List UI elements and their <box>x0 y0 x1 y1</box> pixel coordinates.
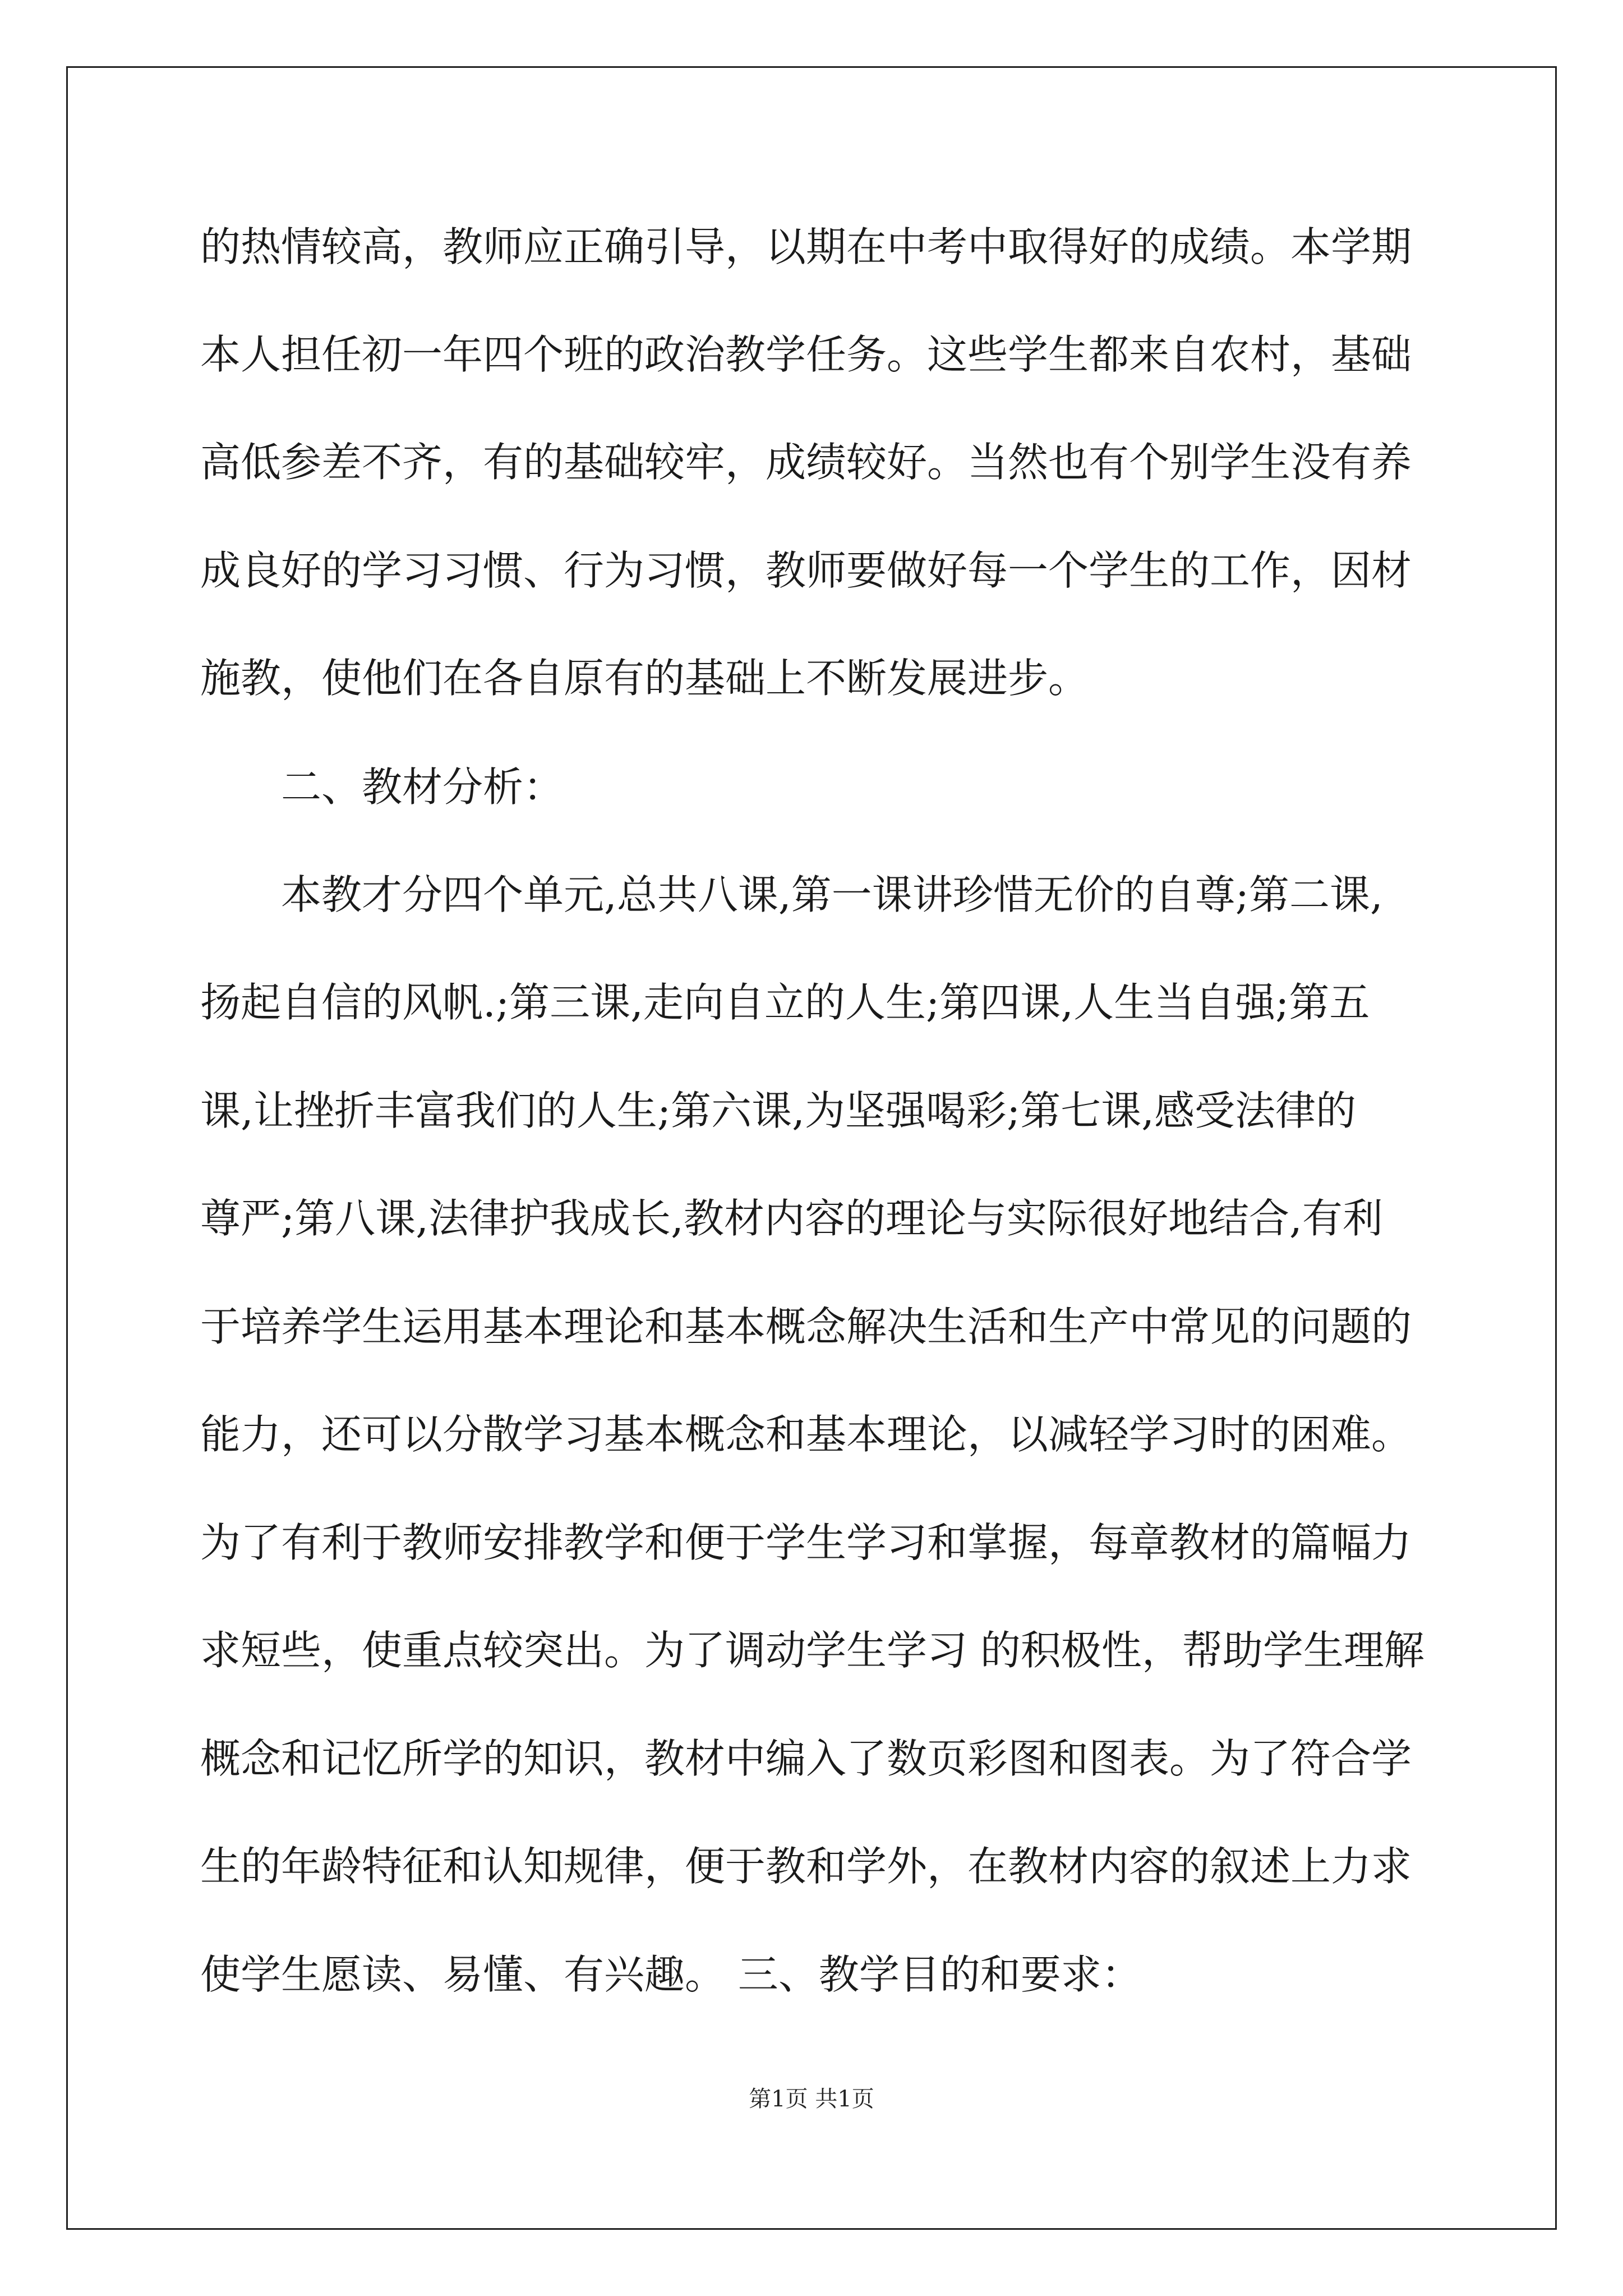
text-line: 课,让挫折丰富我们的人生;第六课,为坚强喝彩;第七课,感受法律的 <box>200 1087 1357 1134</box>
text-line: 扬起自信的风帆.;第三课,走向自立的人生;第四课,人生当自强;第五 <box>200 979 1370 1026</box>
section-heading: 二、教材分析： <box>281 763 564 811</box>
text-line: 能力，还可以分散学习基本概念和基本理论，以减轻学习时的困难。 <box>200 1411 1412 1458</box>
text-line: 求短些，使重点较突出。为了调动学生学习 的积极性，帮助学生理解 <box>200 1627 1424 1674</box>
text-line: 尊严;第八课,法律护我成长,教材内容的理论与实际很好地结合,有利 <box>200 1195 1383 1242</box>
text-line: 于培养学生运用基本理论和基本概念解决生活和生产中常见的问题的 <box>200 1303 1412 1350</box>
page-footer: 第1页 共1页 <box>749 2086 874 2112</box>
text-line: 生的年龄特征和认知规律，便于教和学外，在教材内容的叙述上力求 <box>200 1843 1412 1890</box>
text-line: 的热情较高，教师应正确引导，以期在中考中取得好的成绩。本学期 <box>200 223 1412 270</box>
text-line: 本人担任初一年四个班的政治教学任务。这些学生都来自农村，基础 <box>200 331 1412 378</box>
text-line: 本教才分四个单元,总共八课,第一课讲珍惜无价的自尊;第二课, <box>281 871 1383 918</box>
text-line: 施教，使他们在各自原有的基础上不断发展进步。 <box>200 655 1089 702</box>
text-line: 高低参差不齐，有的基础较牢，成绩较好。当然也有个别学生没有养 <box>200 439 1412 486</box>
page-border <box>66 66 1557 2230</box>
text-line: 成良好的学习习惯、行为习惯，教师要做好每一个学生的工作，因材 <box>200 547 1412 594</box>
text-line: 使学生愿读、易懂、有兴趣。 三、教学目的和要求： <box>200 1951 1142 1998</box>
text-line: 为了有利于教师安排教学和便于学生学习和掌握，每章教材的篇幅力 <box>200 1519 1412 1566</box>
text-line: 概念和记忆所学的知识，教材中编入了数页彩图和图表。为了符合学 <box>200 1735 1412 1782</box>
